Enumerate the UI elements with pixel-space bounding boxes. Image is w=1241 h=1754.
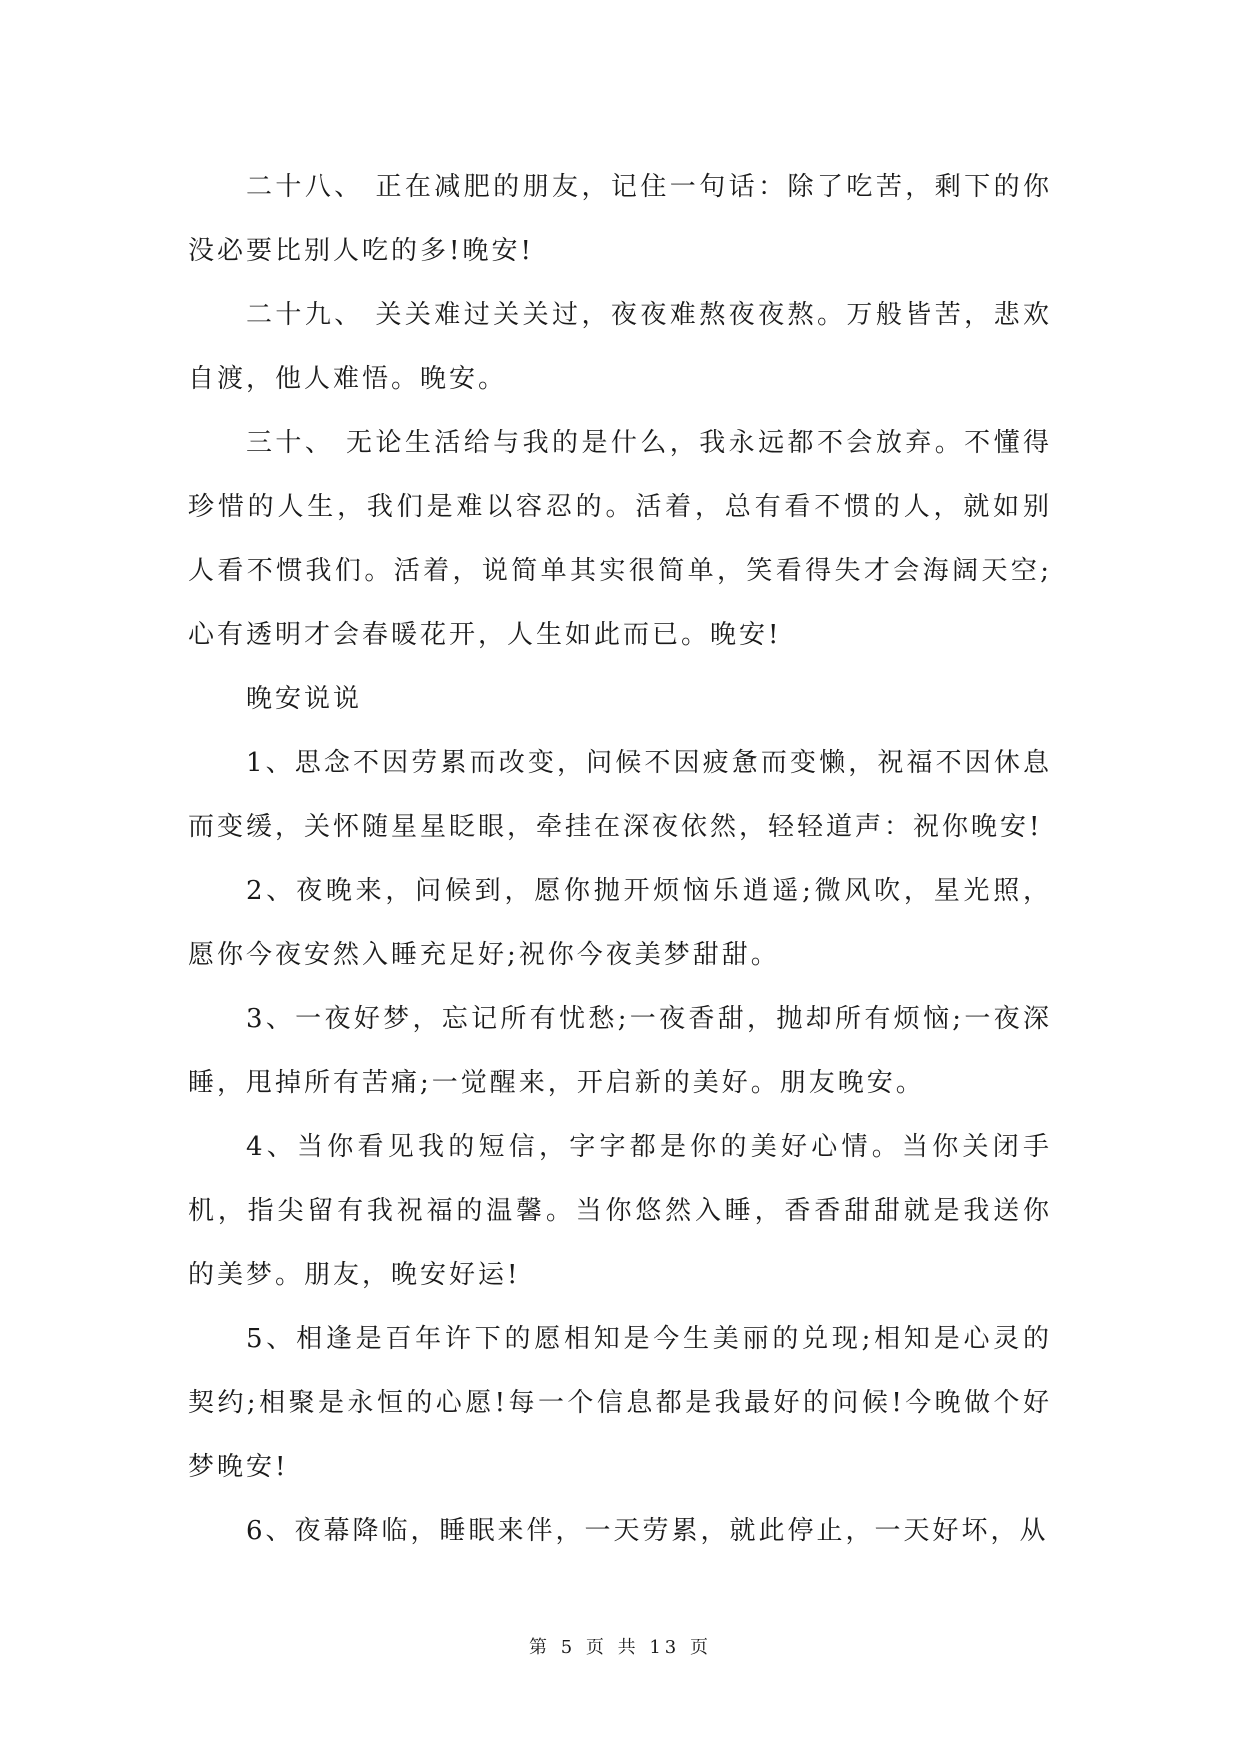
list-item-1: 1、思念不因劳累而改变，问候不因疲惫而变懒，祝福不因休息而变缓，关怀随星星眨眼，牵挂在深夜依然，轻轻道声：祝你晚安! (188, 748, 1052, 842)
list-item-2: 2、夜晚来，问候到，愿你抛开烦恼乐逍遥;微风吹，星光照，愿你今夜安然入睡充足好;祝你今夜美梦甜甜。 (188, 876, 1052, 970)
paragraph-29: 二十九、 关关难过关关过，夜夜难熬夜夜熬。万般皆苦，悲欢自渡，他人难悟。晚安。 (188, 300, 1052, 394)
section-heading: 晚安说说 (246, 684, 363, 714)
list-item-5: 5、相逢是百年许下的愿相知是今生美丽的兑现;相知是心灵的契约;相聚是永恒的心愿!每一个信息都是我最好的问候!今晚做个好梦晚安! (188, 1324, 1052, 1482)
list-item-4: 4、当你看见我的短信，字字都是你的美好心情。当你关闭手机，指尖留有我祝福的温馨。当你悠然入睡，香香甜甜就是我送你的美梦。朋友，晚安好运! (188, 1132, 1052, 1290)
document-body (188, 155, 1052, 1563)
paragraph-30: 三十、 无论生活给与我的是什么，我永远都不会放弃。不懂得珍惜的人生，我们是难以容忍的。活着，总有看不惯的人，就如别人看不惯我们。活着，说简单其实很简单，笑看得失才会海阔天空;心有透明才会春暖花开，人生如此而已。晚安! (188, 428, 1052, 650)
list-item-3: 3、一夜好梦，忘记所有忧愁;一夜香甜，抛却所有烦恼;一夜深睡，甩掉所有苦痛;一觉醒来，开启新的美好。朋友晚安。 (188, 1004, 1052, 1098)
paragraph-28: 二十八、 正在减肥的朋友，记住一句话：除了吃苦，剩下的你没必要比别人吃的多!晚安! (188, 172, 1052, 266)
page-footer: 第 5 页 共 13 页 (529, 1637, 712, 1658)
list-item-6: 6、夜幕降临，睡眠来伴，一天劳累，就此停止，一天好坏，从 (246, 1516, 1049, 1546)
